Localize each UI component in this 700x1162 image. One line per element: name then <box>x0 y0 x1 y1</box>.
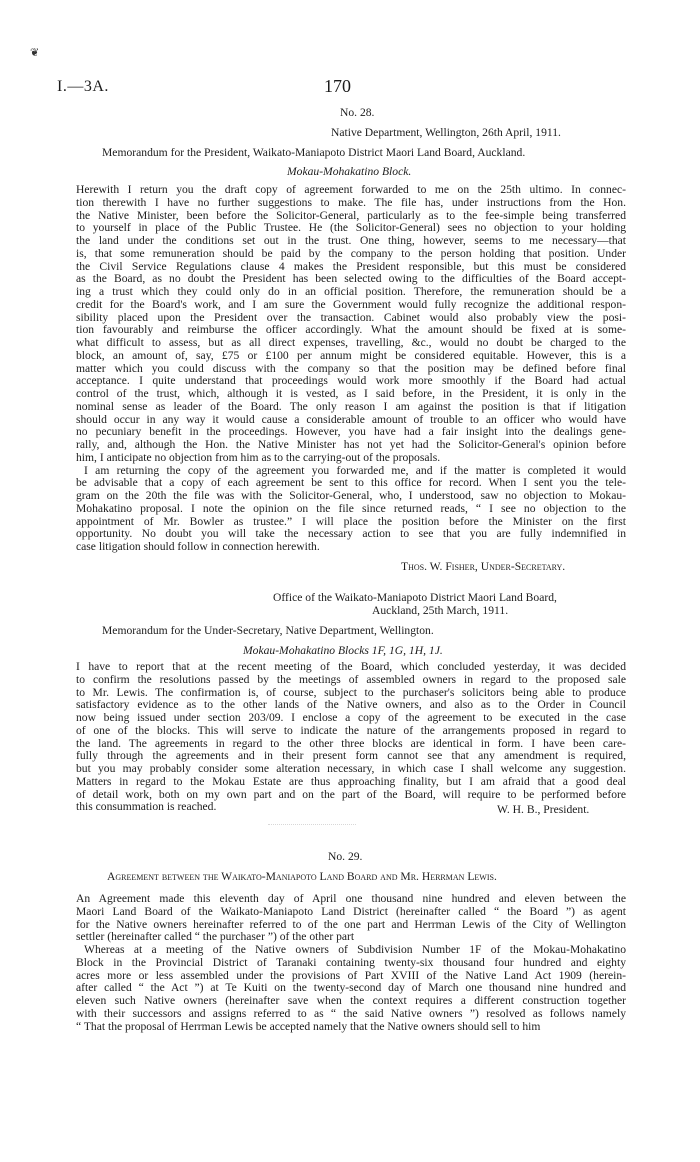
text-line: Block in the Provincial District of Taranaki containing twenty-six thousand four hundred and eighty <box>76 955 626 969</box>
text-line: with their successors and assigns referred to as “ the said Native owners ”) resolved as follows namely <box>76 1006 626 1020</box>
text-line: after called “ the Act ”) at Te Kuiti on the twenty-second day of March one thousand nine hundred and <box>76 981 626 995</box>
memo-subject: Mokau-Mohakatino Blocks 1F, 1G, 1H, 1J. <box>243 644 443 657</box>
text-line: tion favourably and reimburse the officer accordingly. What the amount should be fixed at is some- <box>76 323 626 337</box>
text-line: acceptance. I quite understand that proceedings would work more smoothly if the Board had actual <box>76 374 626 388</box>
parliamentary-paper-reference: I.—3A. <box>57 78 109 95</box>
signature <box>401 561 565 574</box>
letter-origin: Native Department, Wellington, 26th April, 1911. <box>331 126 561 139</box>
agreement-title: Agreement between the Waikato-Maniapoto Land Board and Mr. Herrman Lewis. <box>107 870 497 883</box>
text-line: Maori Land Board of the Waikato-Maniapoto Land District (hereinafter called “ the Board ”) as agent <box>76 904 626 918</box>
text-line: as the Board, as no doubt the President has been selected owing to the difficulties of the Board accept- <box>76 272 626 286</box>
text-line: be advisable that a copy of each agreement be sent to this office for record. When I sent you the tele- <box>76 476 626 490</box>
text-line: credit for the Board's work, and I am sure the Government would fully recognize the additional respon- <box>76 297 626 311</box>
text-line: “ That the proposal of Herrman Lewis be accepted namely that the Native owners should sell to him <box>76 1019 541 1033</box>
text-line: but you may probably consider some alteration necessary, in which case I shall welcome any suggestion. <box>76 762 626 775</box>
text-line: the Native Minister, been before the Solicitor-General, particularly as to the fee-simple being transferred <box>76 208 626 222</box>
text-line: I am returning the copy of the agreement you forwarded me, and if the matter is completed it would <box>84 463 626 477</box>
signature: W. H. B., President. <box>497 803 590 816</box>
memo-title: Memorandum for the President, Waikato-Maniapoto District Maori Land Board, Auckland. <box>102 146 526 159</box>
text-line: opportunity. No doubt you will take the necessary action to see that you are fully indemnified in <box>76 527 626 541</box>
text-line: acres more or less assembled under the provisions of Part XVIII of the Native Land Act 1909 (herein- <box>76 968 626 982</box>
text-line: settler (hereinafter called “ the purchaser ”) of the other part <box>76 930 355 944</box>
text-line: eleven such Native owners (hereinafter save when the context requires a different construction together <box>76 994 626 1007</box>
text-line: what difficult to assess, but as all direct expenses, travelling, &c., would no doubt be charged to the <box>76 336 626 349</box>
text-line: Mohakatino proposal. I note the opinion on the file since returned reads, “ I see no objection to the <box>76 501 626 515</box>
text-line: this consummation is reached. <box>76 800 217 814</box>
text-line: to confirm the resolutions passed by the meetings of assembled owners in regard to the proposed sale <box>76 672 626 686</box>
page-number: 170 <box>324 76 351 96</box>
text-line: him, I anticipate no objection from him as to the carrying-out of the proposals. <box>76 450 441 464</box>
letter-number: No. 29. <box>328 850 363 863</box>
text-line: gram on the 20th the file was with the Solicitor-General, who, I understood, saw no objection to Mokau- <box>76 489 626 502</box>
text-line: rally, and, although the Hon. the Native Minister has not yet had the Solicitor-General's opinion before <box>76 438 626 451</box>
text-line: tion therewith I have no further suggestions to make. The file has, under instructions from the Hon. <box>76 195 626 209</box>
text-line: sibility placed upon the President over the transaction. Cabinet would also probably view the posi- <box>76 310 626 324</box>
text-line: should occur in any way it would cause a considerable amount of trouble to an officer who would have <box>76 412 626 426</box>
signature-text: Thos. W. Fisher, Under-Secretary. <box>401 560 566 573</box>
text-line: the Civil Service Regulations clause 4 makes the President responsible, but this must be considered <box>76 259 626 273</box>
text-line: satisfactory evidence as to the other lands of the Native owners, and also as to the Order in Council <box>76 698 626 712</box>
text-line: of one of the blocks. This will serve to indicate the nature of the arrangements proposed in regard to <box>76 723 626 737</box>
text-line: now being issued under section 203/09. I enclose a copy of the agreement to be executed in the case <box>76 711 626 724</box>
text-line: to Mr. Lewis. The confirmation is, of course, subject to the purchaser's solicitors being able to produce <box>76 685 626 699</box>
text-line: Herewith I return you the draft copy of agreement forwarded to me on the 25th ultimo. In connec- <box>76 183 626 196</box>
text-line: appointment of Mr. Bowler as trustee.” I will place the position before the Minister on the first <box>76 514 626 528</box>
text-line: An Agreement made this eleventh day of April one thousand nine hundred and eleven between the <box>76 892 626 905</box>
text-line: Matters in regard to the Mokau Estate are thus approaching finality, but I am afraid that a good deal <box>76 774 626 788</box>
text-line: Whereas at a meeting of the Native owners of Subdivision Number 1F of the Mokau-Mohakatino <box>84 943 626 956</box>
letter-number: No. 28. <box>340 106 375 119</box>
text-line: control of the trust, which, although it is vested, as I said before, in the President, it is only in the <box>76 387 626 400</box>
text-line: the land under the conditions set out in the trust. One thing, however, seems to me necessary—that <box>76 234 626 247</box>
text-line: nominal sense as leader of the Board. The only reason I am against the position is that if litigation <box>76 399 626 413</box>
letter-origin: Office of the Waikato-Maniapoto District Maori Land Board, <box>273 591 557 604</box>
corner-ornament-icon: ❦ <box>30 47 40 59</box>
text-line: is, that some remuneration should be paid by the company to the person holding that position. Under <box>76 246 626 260</box>
text-line: the land. The agreements in regard to the other three blocks are identical in form. I have been care- <box>76 736 626 750</box>
text-line: block, an amount of, say, £75 or £100 per annum might be considered equitable. However, this is a <box>76 348 626 362</box>
section-divider <box>268 824 356 825</box>
text-line: to yourself in place of the Public Trustee. He (the Solicitor-General) sees no objection to your holding <box>76 221 626 235</box>
text-line: ing a trust which they could only do in an official position. Therefore, the remuneration should be a <box>76 285 626 298</box>
memo-subject: Mokau-Mohakatino Block. <box>287 165 412 178</box>
text-line: case litigation should follow in connection herewith. <box>76 540 320 553</box>
text-line: for the Native owners hereinafter referred to of the one part and Herrman Lewis of the City of Wellington <box>76 917 626 931</box>
text-line: I have to report that at the recent meeting of the Board, which concluded yesterday, it was decided <box>76 660 626 673</box>
text-line: matter which you could discuss with the company so that the position may be defined before final <box>76 361 626 375</box>
text-line: fully through the agreements and in their present form cannot see that any amendment is required, <box>76 749 626 763</box>
letter-origin-date: Auckland, 25th March, 1911. <box>372 604 509 617</box>
text-line: of detail work, both on my own part and on the part of the Board, will require to be performed before <box>76 787 626 801</box>
text-line: no pecuniary benefit in the proceedings. However, you have had a fair insight into the dealings gene- <box>76 425 626 439</box>
memo-title: Memorandum for the Under-Secretary, Native Department, Wellington. <box>102 624 434 637</box>
